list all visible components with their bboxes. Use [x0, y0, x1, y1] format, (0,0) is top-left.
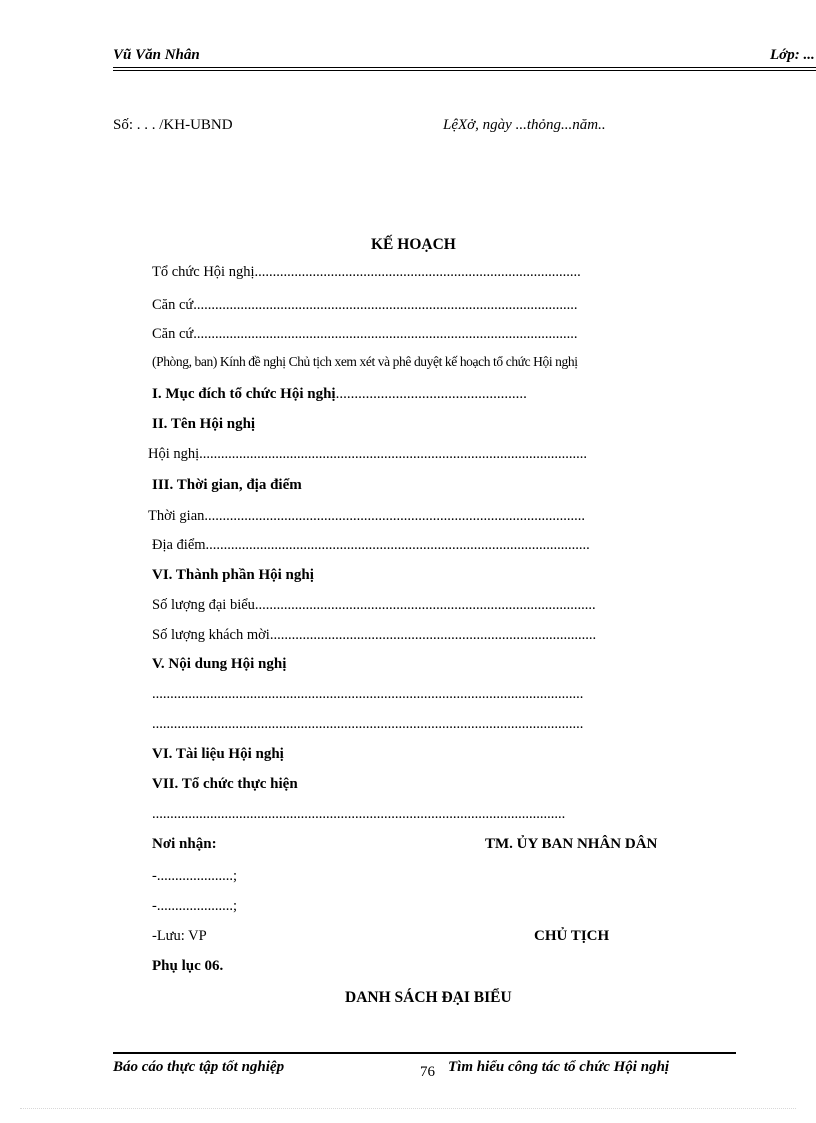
document-number: Số: . . . /KH-UBND	[113, 117, 233, 133]
line-implementation: ..................................................................................................................	[152, 806, 566, 822]
date-line: LệXở, ngày ...thỏng...năm..	[443, 117, 606, 133]
section-1-heading	[152, 386, 527, 403]
footer-rule	[113, 1052, 736, 1054]
section-3-heading: III. Thời gian, địa điểm	[152, 477, 302, 493]
appendix-label: Phụ lục 06.	[152, 958, 224, 974]
signer-title: CHỦ TỊCH	[534, 928, 610, 944]
recipient-archive: -Lưu: VP	[152, 928, 207, 944]
section-1-dots: ...................................................	[335, 386, 527, 402]
page-edge-dotted-line	[20, 1108, 796, 1109]
section-1-label: I. Mục đích tổ chức Hội nghị	[152, 386, 336, 402]
recipient-1: -.....................;	[152, 868, 237, 884]
line-conference-name: Hội nghị...........................................................................................................	[148, 446, 588, 462]
header-class: Lớp: ...	[770, 47, 815, 63]
line-basis-2: Căn cứ..........................................................................................................	[152, 326, 578, 342]
line-place: Địa điểm..........................................................................................................	[152, 537, 590, 553]
footer-right: Tìm hiểu công tác tổ chức Hội nghị	[448, 1059, 670, 1075]
recipient-2: -.....................;	[152, 898, 237, 914]
section-2-heading: II. Tên Hội nghị	[152, 416, 256, 432]
section-7-heading: VII. Tổ chức thực hiện	[152, 776, 298, 792]
line-delegates: Số lượng đại biểu..............................................................................................	[152, 597, 596, 613]
section-4-heading: VI. Thành phần Hội nghị	[152, 567, 314, 583]
document-title: KẾ HOẠCH	[371, 236, 456, 253]
line-basis-1: Căn cứ..........................................................................................................	[152, 297, 578, 313]
line-content-2: .......................................................................................................................	[152, 716, 584, 732]
line-content-1: .......................................................................................................................	[152, 686, 584, 702]
line-request: (Phòng, ban) Kính đề nghị Chủ tịch xem xét và phê duyệt kế hoạch tổ chức Hội nghị	[152, 354, 578, 369]
section-6-heading: VI. Tài liệu Hội nghị	[152, 746, 284, 762]
section-5-heading: V. Nội dung Hội nghị	[152, 656, 287, 672]
recipients-heading: Nơi nhận:	[152, 836, 217, 852]
signer-organization: TM. ỦY BAN NHÂN DÂN	[485, 836, 658, 852]
page-number: 76	[420, 1064, 435, 1080]
list-title: DANH SÁCH ĐẠI BIỂU	[345, 989, 512, 1006]
header-rule	[113, 67, 816, 68]
line-time: Thời gian.........................................................................................................	[148, 508, 586, 524]
line-guests: Số lượng khách mời..........................................................................................	[152, 627, 597, 643]
footer-left: Báo cáo thực tập tốt nghiệp	[113, 1059, 285, 1075]
header-author: Vũ Văn Nhân	[113, 47, 200, 63]
line-organize: Tổ chức Hội nghị..........................................................................................	[152, 264, 581, 280]
header-rule-thin	[113, 70, 816, 71]
